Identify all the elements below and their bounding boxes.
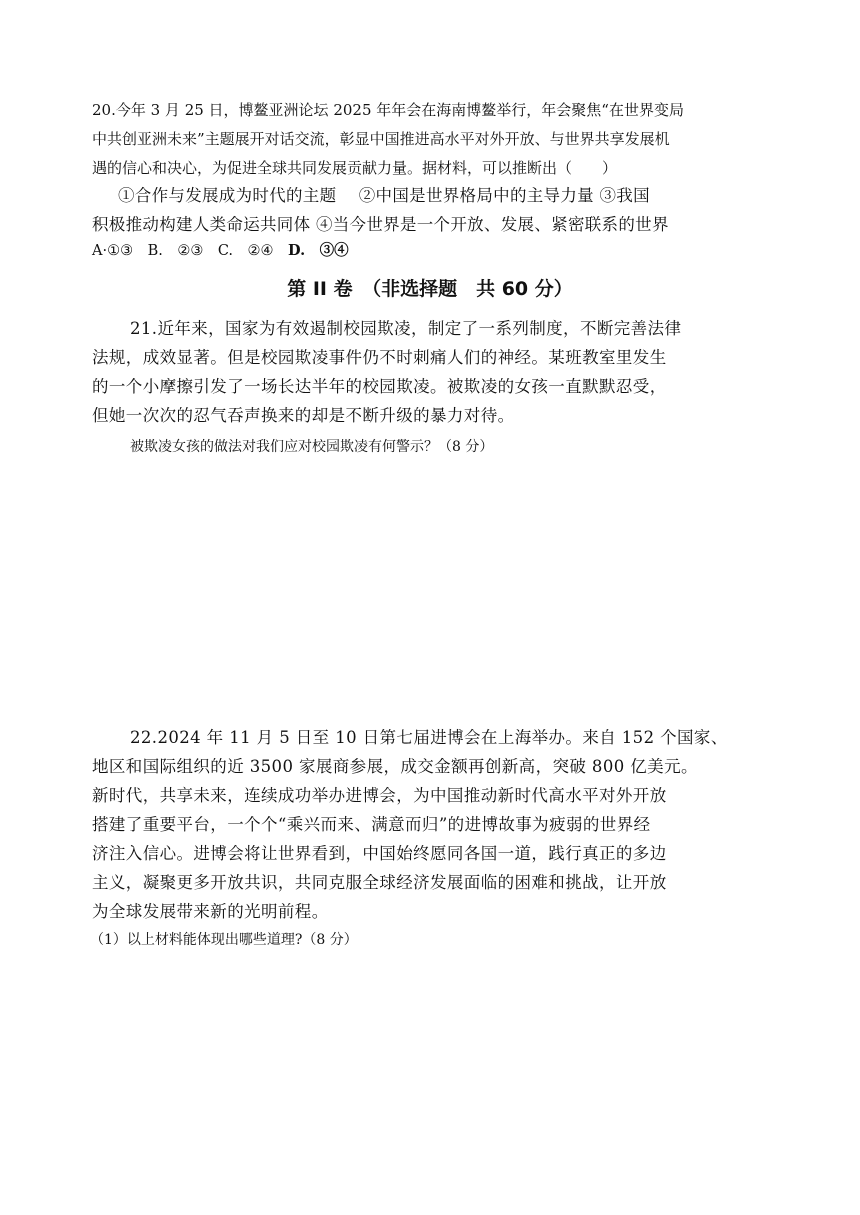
- question-21-line: 21.近年来，国家为有效遏制校园欺凌，制定了一系列制度，不断完善法律: [130, 319, 682, 338]
- question-22-line: 地区和国际组织的近 3500 家展商参展，成交金额再创新高，突破 800 亿美元。: [92, 757, 698, 776]
- question-22-stem: [92, 723, 772, 926]
- question-20-option-line: ①合作与发展成为时代的主题 ②中国是世界格局中的主导力量 ③我国: [118, 186, 650, 205]
- question-20-choice-d: D. ③④: [288, 242, 349, 259]
- question-21-stem: [92, 314, 772, 430]
- question-20-line: 20.今年 3 月 25 日，博鳌亚洲论坛 2025 年年会在海南博鳌举行，年会聚焦“在世界变局: [92, 101, 684, 119]
- question-22-line: 主义，凝聚更多开放共识，共同克服全球经济发展面临的困难和挑战，让开放: [92, 873, 667, 892]
- question-22-line: 搭建了重要平台，一个个“乘兴而来、满意而归”的进博故事为疲弱的世界经: [92, 815, 651, 834]
- question-21-line: 的一个小摩擦引发了一场长达半年的校园欺凌。被欺凌的女孩一直默默忍受，: [92, 377, 667, 396]
- question-22-line: 济注入信心。进博会将让世界看到，中国始终愿同各国一道，践行真正的多边: [92, 844, 667, 863]
- question-20-choices: [92, 240, 772, 262]
- question-21-prompt: 被欺凌女孩的做法对我们应对校园欺凌有何警示？（8 分）: [130, 439, 494, 455]
- section-title: 第 II 卷 （非选择题 共 60 分）: [287, 278, 573, 300]
- question-22-line: 新时代，共享未来，连续成功举办进博会，为中国推动新时代高水平对外开放: [92, 786, 667, 805]
- question-20-options: [92, 181, 772, 239]
- question-20-line: 中共创亚洲未来”主题展开对话交流，彰显中国推进高水平对外开放、与世界共享发展机: [92, 130, 670, 148]
- question-20-stem: [92, 96, 772, 183]
- question-22-prompt: （1）以上材料能体现出哪些道理?（8 分）: [90, 932, 358, 948]
- question-21-line: 法规，成效显著。但是校园欺凌事件仍不时刺痛人们的神经。某班教室里发生: [92, 348, 667, 367]
- question-22-line: 22.2024 年 11 月 5 日至 10 日第七届进博会在上海举办。来自 152 个国家、: [130, 728, 728, 747]
- question-20-option-line: 积极推动构建人类命运共同体 ④当今世界是一个开放、发展、紧密联系的世界: [92, 215, 669, 234]
- question-20-choices-abc: A·①③ B. ②③ C. ②④: [92, 243, 289, 259]
- question-21-line: 但她一次次的忍气吞声换来的却是不断升级的暴力对待。: [92, 406, 515, 425]
- question-20-line: 遇的信心和决心，为促进全球共同发展贡献力量。据材料，可以推断出（ ）: [92, 159, 618, 177]
- question-22-line: 为全球发展带来新的光明前程。: [92, 902, 329, 921]
